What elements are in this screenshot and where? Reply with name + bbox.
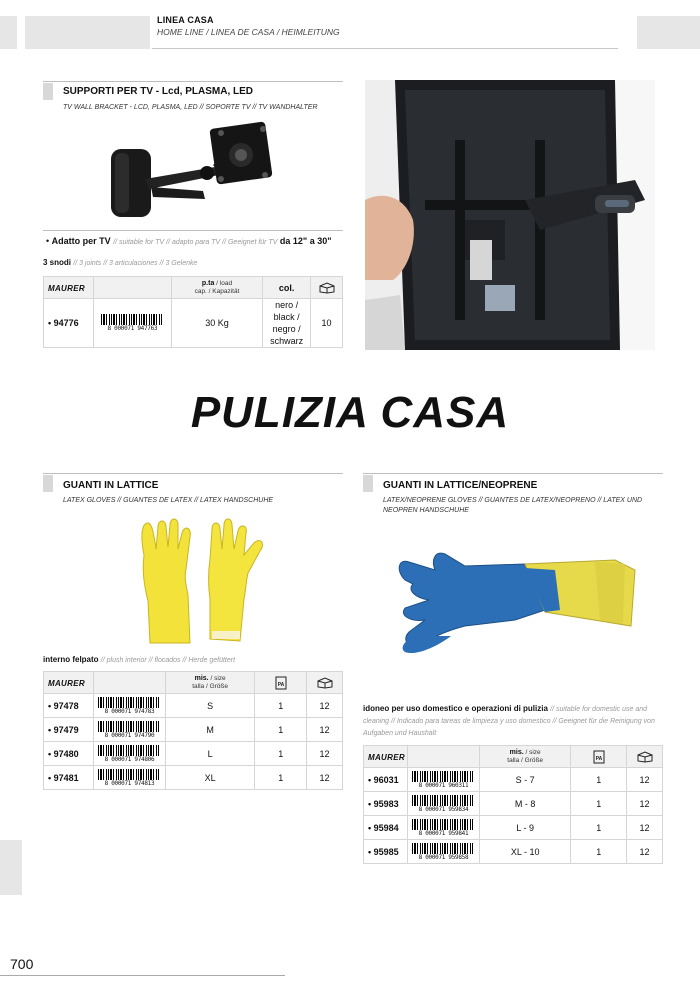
- tv-section-title: SUPPORTI PER TV - Lcd, PLASMA, LED: [63, 86, 254, 97]
- footer-line: [0, 975, 285, 976]
- table-row: • 97481 8 000071 974813 XL 1 12: [44, 766, 343, 790]
- tv-bracket-image: [95, 115, 285, 225]
- product-code: 97481: [53, 772, 79, 783]
- pack-value: 12: [307, 718, 343, 742]
- table-row: • 95985 8 000071 959858 XL - 10 1 12: [364, 840, 663, 864]
- neoprene-product-table: [363, 745, 663, 864]
- latex-section-line: [43, 473, 343, 474]
- tv-product-table: [43, 276, 343, 348]
- brand-logo: MAURER: [368, 752, 405, 762]
- latex-product-table: [43, 671, 343, 790]
- box-icon: [318, 282, 336, 294]
- size-value: S: [165, 694, 254, 718]
- pa-pack-icon: [275, 676, 287, 690]
- svg-text:PA: PA: [277, 681, 284, 688]
- size-col-sub2: talla / Größe: [507, 756, 544, 764]
- table-row: • 96031 8 000071 960311 S - 7 1 12: [364, 768, 663, 792]
- neoprene-section-title: GUANTI IN LATTICE/NEOPRENE: [383, 480, 538, 491]
- latex-note-trans: // plush interior // flocados // Herde gefüttert: [100, 657, 236, 664]
- size-col-sub: / size: [210, 674, 226, 682]
- latex-section-tab: [43, 475, 53, 492]
- pa-value: 1: [571, 768, 627, 792]
- barcode: 8 000071 974783: [97, 697, 161, 715]
- table-row: • 97479 8 000071 974790 M 1 12: [44, 718, 343, 742]
- tv-joints-line: [43, 258, 197, 267]
- page-header-title: LINEA CASA: [157, 15, 214, 25]
- barcode: 8 000071 974806: [97, 745, 161, 763]
- tv-section-line: [43, 81, 343, 82]
- size-value: XL: [165, 766, 254, 790]
- size-value: S - 7: [479, 768, 570, 792]
- load-col-sub: / load: [216, 279, 233, 287]
- latex-gloves-image: [130, 515, 270, 647]
- tv-feature-label: Adatto per TV: [51, 236, 111, 246]
- neoprene-section-line: [363, 473, 663, 474]
- barcode: 8 000071 974813: [97, 769, 161, 787]
- load-value: 30 Kg: [171, 299, 262, 348]
- table-row: • 95984 8 000071 959841 L - 9 1 12: [364, 816, 663, 840]
- table-row: • 94776 8 000071 947763 30 Kg nero / black / negro / schwarz 10: [44, 299, 343, 348]
- product-code: 94776: [53, 318, 79, 328]
- product-code: 95983: [373, 798, 399, 809]
- size-value: M - 8: [479, 792, 570, 816]
- product-code: 95985: [373, 846, 399, 857]
- barcode: 8 000071 959858: [411, 843, 475, 861]
- pa-pack-icon: [593, 750, 605, 764]
- load-col-title: p.ta: [201, 279, 215, 287]
- size-value: M: [165, 718, 254, 742]
- top-right-tab: [637, 16, 700, 49]
- side-tab: [0, 840, 22, 895]
- tv-feature-trans: // suitable for TV // adapto para TV // Geeignet für TV: [113, 239, 278, 246]
- neoprene-section-subtitle: LATEX/NEOPRENE GLOVES // GUANTES DE LATEX/NEOPRENO // LATEX UND NEOPREN HANDSCHUHE: [383, 497, 643, 514]
- page-number: 700: [10, 956, 34, 972]
- size-value: L - 9: [479, 816, 570, 840]
- size-value: XL - 10: [479, 840, 570, 864]
- size-col-title: mis.: [509, 748, 524, 756]
- pa-value: 1: [571, 816, 627, 840]
- pack-value: 12: [627, 768, 663, 792]
- pack-value: 12: [627, 792, 663, 816]
- pa-value: 1: [255, 766, 307, 790]
- top-header-tab: [25, 16, 150, 49]
- tv-section-subtitle: TV WALL BRACKET - LCD, PLASMA, LED // SOPORTE TV // TV WANDHALTER: [63, 104, 318, 111]
- brand-logo: MAURER: [48, 678, 85, 688]
- table-row: • 97480 8 000071 974806 L 1 12: [44, 742, 343, 766]
- tv-section-tab: [43, 83, 53, 100]
- svg-text:PA: PA: [595, 755, 603, 762]
- tv-joints-trans: // 3 joints // 3 articulaciones // 3 Gelenke: [73, 260, 198, 267]
- neoprene-note: [363, 703, 663, 739]
- box-icon: [636, 751, 654, 763]
- table-header-row: [364, 746, 663, 768]
- pa-value: 1: [255, 742, 307, 766]
- brand-logo: MAURER: [48, 283, 85, 293]
- neoprene-note-trans: // suitable for domestic use and cleaning // Indicado para tareas de limpieza y uso domestico // Geeignet für die Reinigung von Aufgaben und Haushalt: [363, 706, 655, 737]
- barcode: 8 000071 947763: [100, 314, 164, 332]
- latex-note-label: interno felpato: [43, 655, 99, 664]
- pack-value: 10: [311, 299, 343, 348]
- neoprene-note-label: idoneo per uso domestico e operazioni di pulizia: [363, 704, 548, 713]
- latex-note: [43, 655, 235, 664]
- product-code: 96031: [373, 774, 399, 785]
- barcode: 8 000071 960311: [411, 771, 475, 789]
- pack-value: 12: [307, 694, 343, 718]
- size-col-title: mis.: [194, 674, 209, 682]
- size-col-sub2: talla / Größe: [192, 682, 229, 690]
- product-code: 97478: [53, 700, 79, 711]
- product-code: 97480: [53, 748, 79, 759]
- tv-joints-label: 3 snodi: [43, 258, 72, 267]
- load-col-sub2: cap. / Kapazität: [194, 287, 240, 295]
- table-row: • 97478 8 000071 974783 S 1 12: [44, 694, 343, 718]
- neoprene-gloves-image: [395, 540, 650, 660]
- table-row: • 95983 8 000071 959834 M - 8 1 12: [364, 792, 663, 816]
- latex-section-title: GUANTI IN LATTICE: [63, 480, 159, 491]
- pa-value: 1: [255, 718, 307, 742]
- table-header-row: [44, 277, 343, 299]
- table-header-row: [44, 672, 343, 694]
- tv-feature-line: [46, 236, 332, 246]
- tv-image-divider: [43, 230, 343, 231]
- pack-value: 12: [307, 766, 343, 790]
- color-col-title: col.: [263, 277, 311, 299]
- header-divider: [152, 48, 618, 49]
- barcode: 8 000071 959834: [411, 795, 475, 813]
- barcode: 8 000071 974790: [97, 721, 161, 739]
- box-icon: [316, 677, 334, 689]
- section-title: PULIZIA CASA: [190, 388, 510, 437]
- bullet-icon: •: [46, 236, 50, 246]
- pack-value: 12: [307, 742, 343, 766]
- latex-section-subtitle: LATEX GLOVES // GUANTES DE LATEX // LATEX HANDSCHUHE: [63, 497, 274, 504]
- color-value: nero / black / negro / schwarz: [263, 299, 311, 348]
- neoprene-section-tab: [363, 475, 373, 492]
- pa-value: 1: [571, 840, 627, 864]
- tv-mounted-photo: [365, 80, 655, 350]
- product-code: 97479: [53, 724, 79, 735]
- page-header-subtitle: HOME LINE / LINEA DE CASA / HEIMLEITUNG: [157, 27, 340, 37]
- pa-value: 1: [255, 694, 307, 718]
- pack-value: 12: [627, 816, 663, 840]
- tv-feature-value: da 12" a 30": [279, 236, 332, 246]
- pack-value: 12: [627, 840, 663, 864]
- barcode: 8 000071 959841: [411, 819, 475, 837]
- size-col-sub: / size: [525, 748, 541, 756]
- size-value: L: [165, 742, 254, 766]
- pa-value: 1: [571, 792, 627, 816]
- product-code: 95984: [373, 822, 399, 833]
- top-left-tab: [0, 16, 17, 49]
